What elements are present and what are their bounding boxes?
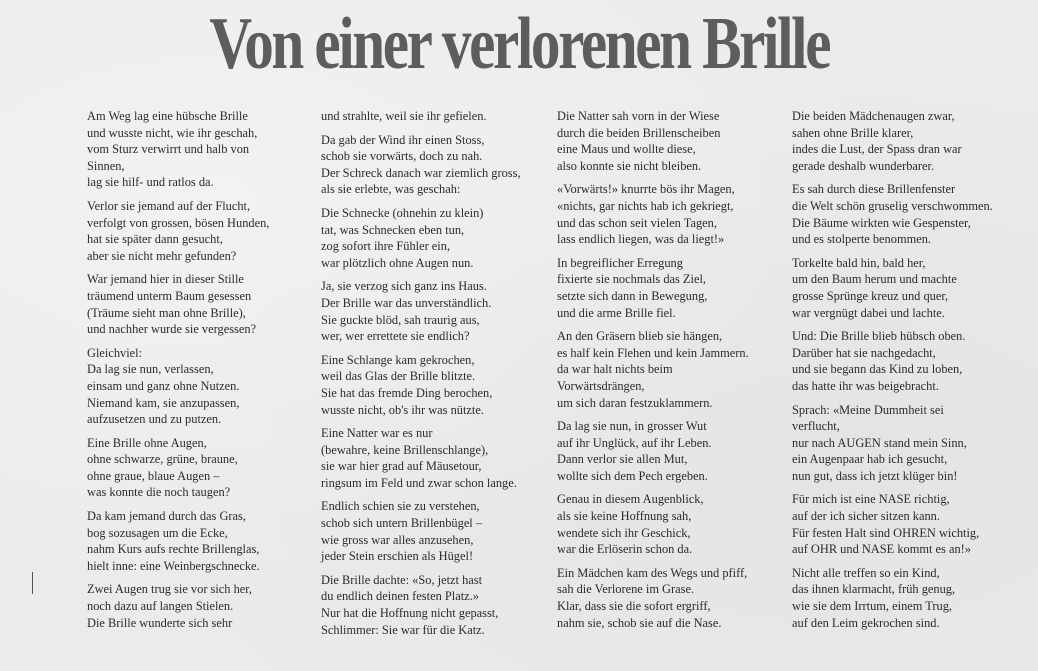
verse-line: Da gab der Wind ihr einen Stoss, — [321, 132, 485, 147]
verse-line: Da kam jemand durch das Gras, — [87, 509, 246, 524]
verse-line: Sie guckte blöd, sah traurig aus, — [321, 312, 480, 327]
verse-line: träumend unterm Baum gesessen — [87, 288, 252, 303]
verse-line: aufzusetzen und zu putzen. — [87, 412, 222, 427]
verse-line: sah die Verlorene im Grase. — [557, 582, 695, 597]
verse-line: Die beiden Mädchenaugen zwar, — [792, 109, 955, 123]
verse-line: Die Schnecke (ohnehin zu klein) — [321, 205, 484, 220]
verse-line: auf der ich sicher sitzen kann. — [792, 509, 940, 524]
stanza — [321, 572, 546, 638]
verse-line: Da lag sie nun, verlassen, — [87, 362, 214, 377]
verse-line: Verlor sie jemand auf der Flucht, — [87, 198, 251, 213]
verse-line: Die Brille wunderte sich sehr — [87, 615, 233, 630]
verse-line: was konnte die noch taugen? — [87, 485, 231, 500]
verse-line: Eine Schlange kam gekrochen, — [321, 352, 475, 367]
verse-line: hat sie später dann gesucht, — [87, 232, 223, 247]
stanza — [557, 255, 782, 321]
verse-line: ohne schwarze, grüne, braune, — [87, 452, 238, 467]
stanza — [321, 352, 546, 418]
verse-line: jeder Stein erschien als Hügel! — [321, 549, 474, 564]
verse-line: Eine Brille ohne Augen, — [87, 435, 207, 450]
verse-line: vom Sturz verwirrt und halb von — [87, 142, 250, 157]
verse-line: und das schon seit vielen Tagen, — [557, 215, 717, 230]
verse-line: war vergnügt dabei und lachte. — [792, 305, 945, 320]
verse-line: nun gut, dass ich jetzt klüger bin! — [792, 468, 958, 483]
stanza — [321, 278, 546, 344]
verse-line: Sinnen, — [87, 158, 125, 173]
column-3 — [557, 108, 782, 638]
stanza — [321, 108, 546, 125]
verse-line: Schlimmer: Sie war für die Katz. — [321, 622, 485, 637]
verse-line: um sich daran festzuklammern. — [557, 395, 713, 410]
verse-line: als sie erlebte, was geschah: — [321, 182, 461, 197]
verse-line: als sie keine Hoffnung sah, — [557, 509, 692, 524]
verse-line: Torkelte bald hin, bald her, — [792, 255, 926, 270]
verse-line: durch die beiden Brillenscheiben — [557, 125, 721, 140]
verse-line: (bewahre, keine Brillenschlange), — [321, 442, 489, 457]
verse-line: Niemand kam, sie anzupassen, — [87, 395, 240, 410]
verse-line: Nicht alle treffen so ein Kind, — [792, 565, 940, 580]
verse-line: wollte sich dem Pech ergeben. — [557, 468, 708, 483]
stanza — [321, 425, 546, 491]
verse-line: Endlich schien sie zu verstehen, — [321, 499, 480, 514]
verse-line: Klar, dass sie die sofort ergriff, — [557, 599, 711, 614]
verse-line: fixierte sie nochmals das Ziel, — [557, 272, 706, 287]
verse-line: Die Bäume wirkten wie Gespenster, — [792, 215, 971, 230]
verse-line: es half kein Flehen und kein Jammern. — [557, 345, 749, 360]
verse-line: schob sie vorwärts, doch zu nah. — [321, 149, 483, 164]
verse-line: wendete sich ihr Geschick, — [557, 525, 691, 540]
poem-title: Von einer verlorenen Brille — [209, 3, 830, 85]
verse-line: Ja, sie verzog sich ganz ins Haus. — [321, 279, 487, 294]
verse-line: Am Weg lag eine hübsche Brille — [87, 109, 248, 123]
verse-line: setzte sich dann in Bewegung, — [557, 288, 708, 303]
stanza — [557, 565, 782, 631]
verse-line: sie war hier grad auf Mäusetour, — [321, 459, 482, 474]
stanza — [87, 508, 312, 574]
stanza — [792, 565, 1017, 631]
stanza — [321, 498, 546, 564]
verse-line: Vorwärtsdrängen, — [557, 378, 645, 393]
stanza — [792, 491, 1017, 557]
verse-line: nur nach AUGEN stand mein Sinn, — [792, 435, 967, 450]
verse-line: Genau in diesem Augenblick, — [557, 492, 704, 507]
stanza — [321, 132, 546, 198]
verse-line: lass endlich liegen, was da liegt!» — [557, 232, 725, 247]
verse-line: und es stolperte benommen. — [792, 232, 932, 247]
verse-line: einsam und ganz ohne Nutzen. — [87, 378, 240, 393]
verse-line: und wusste nicht, wie ihr geschah, — [87, 125, 258, 140]
verse-line: Die Brille dachte: «So, jetzt hast — [321, 572, 483, 587]
verse-line: Eine Natter war es nur — [321, 426, 433, 441]
verse-line: hielt inne: eine Weinbergschnecke. — [87, 558, 260, 573]
stanza — [87, 435, 312, 501]
margin-mark — [32, 572, 33, 594]
verse-line: Die Natter sah vorn in der Wiese — [557, 109, 720, 123]
verse-line: die Welt schön gruselig verschwommen. — [792, 198, 993, 213]
verse-line: Sprach: «Meine Dummheit sei — [792, 402, 944, 417]
verse-line: War jemand hier in dieser Stille — [87, 272, 244, 287]
verse-line: war plötzlich ohne Augen nun. — [321, 255, 474, 270]
verse-line: Gleichviel: — [87, 345, 143, 360]
verse-line: weil das Glas der Brille blitzte. — [321, 369, 476, 384]
stanza — [557, 328, 782, 411]
verse-line: Nur hat die Hoffnung nicht gepasst, — [321, 606, 499, 621]
verse-line: Sie hat das fremde Ding berochen, — [321, 385, 493, 400]
verse-line: auf ihr Unglück, auf ihr Leben. — [557, 435, 712, 450]
verse-line: (Träume sieht man ohne Brille), — [87, 305, 246, 320]
verse-line: um den Baum herum und machte — [792, 272, 957, 287]
verse-line: sahen ohne Brille klarer, — [792, 125, 914, 140]
verse-line: ohne graue, blaue Augen – — [87, 468, 220, 483]
verse-line: du endlich deinen festen Platz.» — [321, 589, 479, 604]
verse-line: ringsum im Feld und zwar schon lange. — [321, 475, 517, 490]
verse-line: bog sozusagen um die Ecke, — [87, 525, 228, 540]
verse-line: aber sie nicht mehr gefunden? — [87, 248, 237, 263]
verse-line: schob sich untern Brillenbügel – — [321, 516, 483, 531]
verse-line: also konnte sie nicht bleiben. — [557, 158, 702, 173]
stanza — [87, 108, 312, 191]
verse-line: da war halt nichts beim — [557, 362, 673, 377]
verse-line: Für festen Halt sind OHREN wichtig, — [792, 525, 980, 540]
verse-line: das ihnen klarmacht, früh genug, — [792, 582, 956, 597]
stanza — [792, 108, 1017, 174]
verse-line: «nichts, gar nichts hab ich gekriegt, — [557, 198, 734, 213]
stanza — [792, 181, 1017, 247]
column-4 — [792, 108, 1017, 638]
verse-line: Der Brille war das unverständlich. — [321, 295, 492, 310]
verse-line: wie sie dem Irrtum, einem Trug, — [792, 599, 953, 614]
stanza — [87, 271, 312, 337]
stanza — [87, 345, 312, 428]
verse-line: zog sofort ihre Fühler ein, — [321, 239, 451, 254]
verse-line: Ein Mädchen kam des Wegs und pfiff, — [557, 565, 748, 580]
verse-line: wusste nicht, ob's ihr was nützte. — [321, 402, 484, 417]
verse-line: tat, was Schnecken eben tun, — [321, 222, 465, 237]
verse-line: eine Maus und wollte diese, — [557, 142, 696, 157]
verse-line: und sie begann das Kind zu loben, — [792, 362, 963, 377]
verse-line: gerade deshalb wunderbarer. — [792, 158, 935, 173]
verse-line: An den Gräsern blieb sie hängen, — [557, 329, 723, 344]
verse-line: nahm sie, schob sie auf die Nase. — [557, 615, 722, 630]
verse-line: das hatte ihr was beigebracht. — [792, 378, 939, 393]
verse-line: Für mich ist eine NASE richtig, — [792, 492, 950, 507]
verse-line: wer, wer errettete sie endlich? — [321, 329, 470, 344]
stanza — [557, 491, 782, 557]
verse-line: Zwei Augen trug sie vor sich her, — [87, 582, 253, 597]
verse-line: und nachher wurde sie vergessen? — [87, 322, 257, 337]
verse-line: «Vorwärts!» knurrte bös ihr Magen, — [557, 182, 735, 197]
verse-line: Der Schreck danach war ziemlich gross, — [321, 165, 521, 180]
stanza — [557, 181, 782, 247]
stanza — [557, 418, 782, 484]
verse-line: war die Erlöserin schon da. — [557, 542, 693, 557]
stanza — [557, 108, 782, 174]
verse-line: und die arme Brille fiel. — [557, 305, 676, 320]
verse-line: Darüber hat sie nachgedacht, — [792, 345, 936, 360]
verse-line: lag sie hilf- und ratlos da. — [87, 175, 214, 190]
stanza — [792, 402, 1017, 485]
verse-line: auf OHR und NASE kommt es an!» — [792, 542, 971, 557]
verse-line: grosse Sprünge kreuz und quer, — [792, 288, 949, 303]
stanza — [792, 328, 1017, 394]
stanza — [792, 255, 1017, 321]
stanza — [321, 205, 546, 271]
verse-line: Dann verlor sie allen Mut, — [557, 452, 688, 467]
verse-line: nahm Kurs aufs rechte Brillenglas, — [87, 542, 260, 557]
verse-line: auf den Leim gekrochen sind. — [792, 615, 940, 630]
column-2 — [321, 108, 546, 645]
verse-line: wie gross war alles anzusehen, — [321, 532, 474, 547]
column-1 — [87, 108, 312, 638]
stanza — [87, 198, 312, 264]
verse-line: indes die Lust, der Spass dran war — [792, 142, 962, 157]
stanza — [87, 581, 312, 631]
verse-line: Und: Die Brille blieb hübsch oben. — [792, 329, 966, 344]
verse-line: Es sah durch diese Brillenfenster — [792, 182, 956, 197]
verse-line: verfolgt von grossen, bösen Hunden, — [87, 215, 270, 230]
verse-line: In begreiflicher Erregung — [557, 255, 683, 270]
verse-line: verflucht, — [792, 419, 840, 434]
verse-line: Da lag sie nun, in grosser Wut — [557, 419, 707, 434]
verse-line: und strahlte, weil sie ihr gefielen. — [321, 109, 487, 123]
verse-line: noch dazu auf langen Stielen. — [87, 599, 234, 614]
verse-line: ein Augenpaar hab ich gesucht, — [792, 452, 948, 467]
